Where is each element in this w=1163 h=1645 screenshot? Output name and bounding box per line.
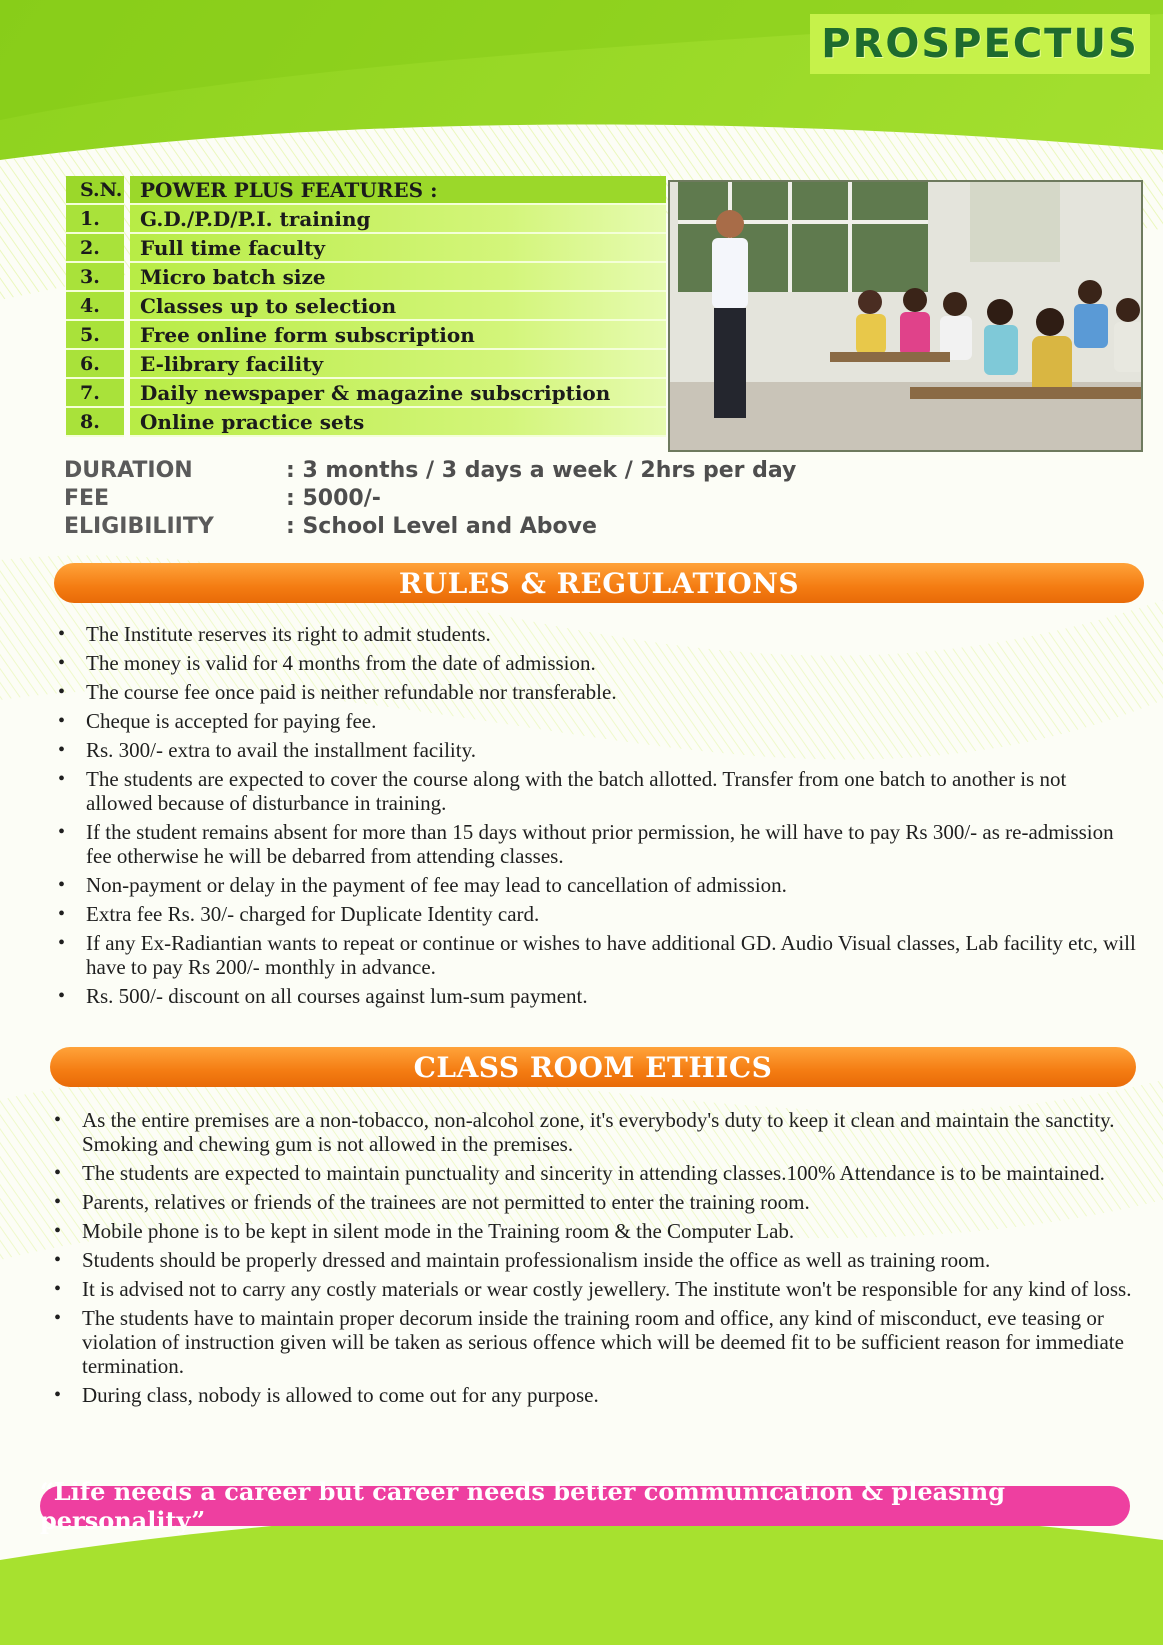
rules-heading: RULES & REGULATIONS xyxy=(398,566,800,600)
duration-value: : 3 months / 3 days a week / 2hrs per day xyxy=(286,457,797,483)
rules-banner xyxy=(54,563,1144,603)
fee-row xyxy=(64,484,796,512)
duration-label: DURATION xyxy=(64,457,193,483)
rule-item: • The money is valid for 4 months from the date of admission. xyxy=(56,651,1136,675)
feature-row xyxy=(66,350,666,379)
ethics-item: • During class, nobody is allowed to come out for any purpose. xyxy=(52,1383,1132,1407)
feature-row xyxy=(66,408,666,437)
feature-label: Micro batch size xyxy=(130,263,666,292)
column-header-features: POWER PLUS FEATURES : xyxy=(130,176,666,205)
ethics-heading: CLASS ROOM ETHICS xyxy=(413,1050,773,1084)
classroom-photo xyxy=(668,180,1143,452)
feature-row xyxy=(66,292,666,321)
feature-row xyxy=(66,263,666,292)
ethics-item: • Mobile phone is to be kept in silent mode in the Training room & the Computer Lab. xyxy=(52,1219,1132,1243)
rules-list xyxy=(56,622,1136,1013)
quote-text: “Life needs a career but career needs better communication & pleasing personality” xyxy=(40,1477,1005,1535)
page-title: PROSPECTUS xyxy=(821,21,1139,67)
feature-sn: 2. xyxy=(66,234,124,263)
feature-label: Daily newspaper & magazine subscription xyxy=(130,379,666,408)
column-header-sn: S.N. xyxy=(66,176,124,205)
feature-label: Free online form subscription xyxy=(130,321,666,350)
feature-label: Classes up to selection xyxy=(130,292,666,321)
rule-item: • Non-payment or delay in the payment of fee may lead to cancellation of admission. xyxy=(56,873,1136,897)
duration-row xyxy=(64,456,796,484)
features-header-row xyxy=(66,176,666,205)
fee-value: : 5000/- xyxy=(286,485,381,511)
ethics-list xyxy=(52,1108,1132,1412)
feature-label: Full time faculty xyxy=(130,234,666,263)
rule-item: • The course fee once paid is neither refundable nor transferable. xyxy=(56,680,1136,704)
classroom-illustration xyxy=(670,182,1143,452)
rule-item: • Rs. 500/- discount on all courses against lum-sum payment. xyxy=(56,984,1136,1008)
prospectus-title-badge xyxy=(810,14,1150,74)
course-info xyxy=(64,456,796,540)
feature-label: E-library facility xyxy=(130,350,666,379)
ethics-banner xyxy=(50,1047,1136,1087)
quote-banner xyxy=(40,1477,1130,1535)
feature-sn: 7. xyxy=(66,379,124,408)
feature-sn: 8. xyxy=(66,408,124,437)
feature-sn: 1. xyxy=(66,205,124,234)
feature-sn: 6. xyxy=(66,350,124,379)
rule-item: • Rs. 300/- extra to avail the installment facility. xyxy=(56,738,1136,762)
ethics-item: • Parents, relatives or friends of the trainees are not permitted to enter the training room. xyxy=(52,1190,1132,1214)
feature-label: G.D./P.D/P.I. training xyxy=(130,205,666,234)
ethics-item: • As the entire premises are a non-tobacco, non-alcohol zone, it's everybody's duty to keep it clean and maintain the sanctity. Smoking and chewing gum is not allowed in the premises. xyxy=(52,1108,1132,1156)
feature-sn: 5. xyxy=(66,321,124,350)
feature-row xyxy=(66,234,666,263)
eligibility-value: : School Level and Above xyxy=(286,513,597,539)
ethics-item: • It is advised not to carry any costly materials or wear costly jewellery. The institute won't be responsible for any kind of loss. xyxy=(52,1277,1132,1301)
fee-label: FEE xyxy=(64,485,110,511)
feature-sn: 3. xyxy=(66,263,124,292)
features-table xyxy=(66,176,666,437)
rule-item: • If the student remains absent for more than 15 days without prior permission, he will have to pay Rs 300/- as re-admission fee otherwise he will be debarred from attending classes. xyxy=(56,820,1136,868)
rule-item: • The students are expected to cover the course along with the batch allotted. Transfer from one batch to another is not allowed because of disturbance in training. xyxy=(56,767,1136,815)
rule-item: • If any Ex-Radiantian wants to repeat or continue or wishes to have additional GD. Audio Visual classes, Lab facility etc, will have to pay Rs 200/- monthly in advance. xyxy=(56,931,1136,979)
feature-row xyxy=(66,379,666,408)
rule-item: • Cheque is accepted for paying fee. xyxy=(56,709,1136,733)
ethics-item: • The students are expected to maintain punctuality and sincerity in attending classes.100% Attendance is to be maintained. xyxy=(52,1161,1132,1185)
rule-item: • Extra fee Rs. 30/- charged for Duplicate Identity card. xyxy=(56,902,1136,926)
eligibility-row xyxy=(64,512,796,540)
rule-item: • The Institute reserves its right to admit students. xyxy=(56,622,1136,646)
feature-label: Online practice sets xyxy=(130,408,666,437)
ethics-item: • Students should be properly dressed and maintain professionalism inside the office as well as training room. xyxy=(52,1248,1132,1272)
ethics-item: • The students have to maintain proper decorum inside the training room and office, any kind of misconduct, eve teasing or violation of instruction given will be taken as serious offence which will be deemed fit to be sufficient reason for immediate termination. xyxy=(52,1306,1132,1378)
feature-row xyxy=(66,205,666,234)
feature-row xyxy=(66,321,666,350)
feature-sn: 4. xyxy=(66,292,124,321)
eligibility-label: ELIGIBILIITY xyxy=(64,513,214,539)
